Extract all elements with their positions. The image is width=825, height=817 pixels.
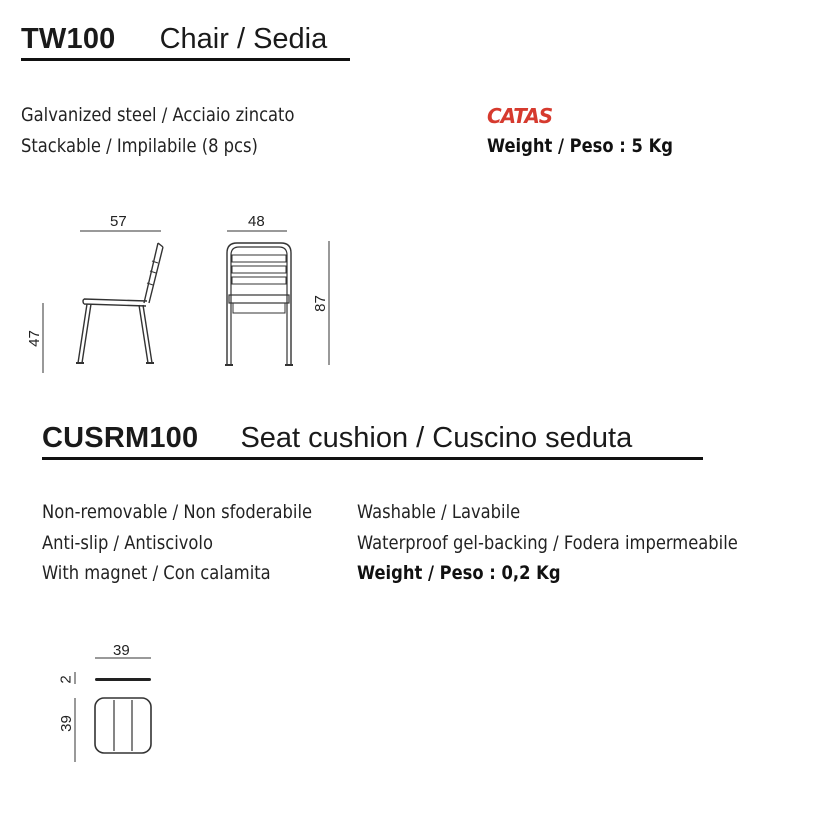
cushion-title bbox=[42, 424, 632, 453]
cushion-spec-non-removable: Non-removable / Non sfoderabile bbox=[42, 501, 313, 523]
cushion-code: CUSRM100 bbox=[42, 422, 199, 454]
cushion-spec-washable: Washable / Lavabile bbox=[357, 501, 521, 523]
cushion-thickness-label: 2 bbox=[57, 675, 75, 684]
cushion-depth-label: 39 bbox=[57, 715, 75, 732]
cushion-title-underline bbox=[42, 457, 703, 460]
chair-height-label: 87 bbox=[311, 295, 329, 312]
cushion-width-label: 39 bbox=[113, 642, 130, 659]
chair-seat-height-label: 47 bbox=[25, 330, 43, 347]
chair-spec-stackable: Stackable / Impilabile (8 pcs) bbox=[21, 135, 258, 157]
chair-spec-material: Galvanized steel / Acciaio zincato bbox=[21, 104, 295, 126]
cushion-name: Seat cushion / Cuscino seduta bbox=[240, 422, 633, 454]
cushion-weight: Weight / Peso : 0,2 Kg bbox=[357, 562, 561, 584]
chair-depth-label: 57 bbox=[110, 213, 127, 230]
chair-width-label: 48 bbox=[248, 213, 265, 230]
chair-title-underline bbox=[21, 58, 350, 61]
cushion-spec-magnet: With magnet / Con calamita bbox=[42, 562, 271, 584]
chair-title bbox=[21, 25, 327, 54]
catas-logo-text: CATAS bbox=[487, 104, 553, 128]
chair-side-view bbox=[0, 225, 180, 385]
cushion-spec-anti-slip: Anti-slip / Antiscivolo bbox=[42, 532, 213, 554]
chair-weight: Weight / Peso : 5 Kg bbox=[487, 135, 673, 157]
cushion-spec-waterproof: Waterproof gel-backing / Fodera impermeabile bbox=[357, 532, 738, 554]
catas-logo bbox=[487, 106, 552, 126]
chair-code: TW100 bbox=[21, 23, 116, 55]
cushion-drawing bbox=[0, 650, 180, 790]
chair-name: Chair / Sedia bbox=[159, 23, 328, 55]
